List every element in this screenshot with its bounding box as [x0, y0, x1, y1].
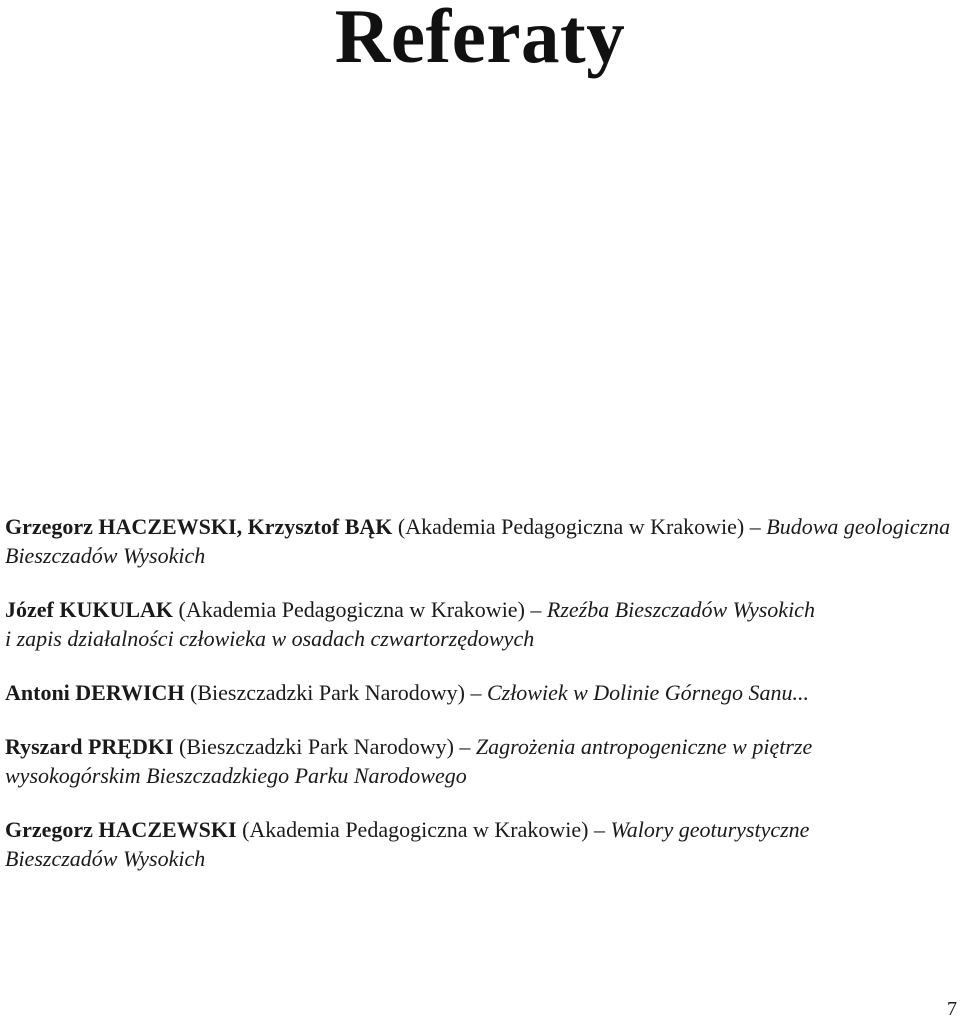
page-title: Referaty	[334, 0, 626, 79]
entry-affiliation: (Akademia Pedagogiczna w Krakowie)	[397, 514, 745, 539]
entry-topic: Budowa geologiczna Bieszczadów Wysokich	[5, 514, 951, 568]
lecture-entry	[5, 815, 955, 873]
entry-topic-continued: i zapis działalności człowieka w osadach czwartorzędowych	[5, 626, 535, 651]
lecture-list	[5, 512, 955, 898]
entry-dash: –	[459, 734, 471, 759]
entry-dash: –	[470, 680, 482, 705]
entry-topic: Zagrożenia antropogeniczne w piętrze	[475, 734, 813, 759]
entry-topic: Człowiek w Dolinie Górnego Sanu...	[486, 680, 809, 705]
lecture-entry	[5, 732, 955, 790]
entry-topic-continued: wysokogórskim Bieszczadzkiego Parku Narodowego	[5, 763, 467, 788]
entry-affiliation: (Akademia Pedagogiczna w Krakowie)	[242, 817, 589, 842]
entry-dash: –	[530, 597, 542, 622]
entry-authors: Józef KUKULAK	[5, 597, 174, 622]
entry-affiliation: (Bieszczadzki Park Narodowy)	[190, 680, 465, 705]
entry-authors: Ryszard PRĘDKI	[5, 734, 174, 759]
entry-authors: Grzegorz HACZEWSKI, Krzysztof BĄK	[5, 514, 393, 539]
page-number: 7	[947, 998, 957, 1020]
entry-dash: –	[749, 514, 761, 539]
entry-affiliation: (Bieszczadzki Park Narodowy)	[179, 734, 454, 759]
lecture-entry	[5, 678, 955, 707]
entry-topic-continued: Bieszczadów Wysokich	[5, 846, 206, 871]
entry-topic: Rzeźba Bieszczadów Wysokich	[546, 597, 815, 622]
entry-authors: Antoni DERWICH	[5, 680, 185, 705]
lecture-entry	[5, 512, 955, 570]
entry-topic: Walory geoturystyczne	[610, 817, 810, 842]
lecture-entry	[5, 595, 955, 653]
entry-dash: –	[593, 817, 605, 842]
entry-affiliation: (Akademia Pedagogiczna w Krakowie)	[178, 597, 525, 622]
entry-authors: Grzegorz HACZEWSKI	[5, 817, 237, 842]
